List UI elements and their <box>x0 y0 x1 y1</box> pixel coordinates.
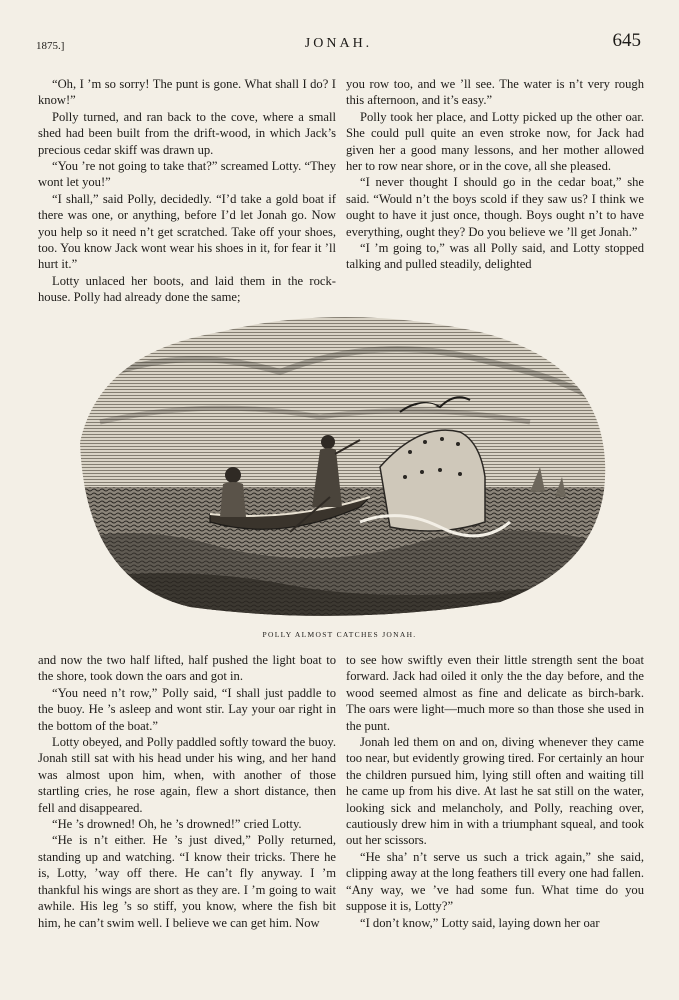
paragraph: Polly turned, and ran back to the cove, where a small shed had been built from the drift-wood, in which Jack’s precious cedar skiff was drawn up. <box>38 109 336 157</box>
paragraph: “I don’t know,” Lotty said, laying down her oar <box>360 915 600 930</box>
page-number: 645 <box>612 30 641 51</box>
column-top-right <box>346 76 644 273</box>
page-title: JONAH. <box>304 36 373 51</box>
paragraph-continued: and now the two half lifted, half pushed the light boat to the shore, took down the oars and got in. <box>38 653 336 684</box>
paragraph: “He ’s drowned! Oh, he ’s drowned!” cried Lotty. <box>52 817 302 832</box>
paragraph: “I shall,” said Polly, decidedly. “I’d take a gold boat if there was one, or anything, before I’d let Jonah go. Now you help so it need n’t get scratched. Take off your shoes, too. You know Jack wont wear his shoes in it, for fear it ’ll hurt it.” <box>38 191 336 272</box>
engraving-illustration <box>60 292 620 622</box>
engraving-drawing <box>60 292 620 622</box>
paragraph: Jonah led them on and on, diving whenever they came too near, but evidently growing tired. For certainly an hour the children pursued him, lying still often and waiting till he came up from his dive. At last he sat still on the water, looking sick and melancholy, and Polly, reaching over, cautiously drew him in with a triumphant squeal, and took out her scissors. <box>346 735 644 848</box>
paragraph: “I never thought I should go in the cedar boat,” she said. “Would n’t the boys scold if they saw us? I think we ought to have it just once, though. Boys ought n’t to have everything, ought they? Do you believe we ’ll get Jonah.” <box>346 175 644 239</box>
paragraph: “You need n’t row,” Polly said, “I shall just paddle to the buoy. He ’s asleep and wont stir. Lay your oar right in the bottom of the boat.” <box>38 685 336 733</box>
column-bottom-left <box>38 652 336 931</box>
running-head <box>36 30 641 56</box>
paragraph: “He sha’ n’t serve us such a trick again,” she said, clipping away at the long feathers till every one had fallen. “Any way, we ’ve had some fun. What time do you suppose it is, Lotty?” <box>346 849 644 914</box>
paragraph: “You ’re not going to take that?” screamed Lotty. “They wont let you!” <box>38 159 336 190</box>
illustration-caption: POLLY ALMOST CATCHES JONAH. <box>262 630 417 639</box>
paragraph: “He is n’t either. He ’s just dived,” Polly returned, standing up and watching. “I know their tricks. There he is, Lotty, ’way off there. He can’t fly anyway. I ’m thankful his wings are short as they are. I ’m going to wait awhile. His leg ’s so stiff, you know, where the fish bit him, he can’t swim well. I believe we can get him. Now <box>38 833 336 930</box>
column-top-left <box>38 76 336 306</box>
paragraph: “I ’m going to,” was all Polly said, and Lotty stopped talking and pulled steadily, delighted <box>346 241 644 272</box>
paragraph: “Oh, I ’m so sorry! The punt is gone. What shall I do? I know!” <box>38 77 336 108</box>
paragraph-continued: to see how swiftly even their little strength sent the boat forward. Jack had oiled it only the the day before, and the wood seemed almost as fine and delicate as birch-bark. The oars were light—much more so than those she used in the punt. <box>346 653 644 733</box>
paragraph: Lotty unlaced her boots, and laid them in the rock-house. Polly had already done the same; <box>38 273 336 305</box>
column-bottom-right <box>346 652 644 931</box>
volume-year: 1875.] <box>36 40 65 52</box>
paragraph-continued: you row too, and we ’ll see. The water is n’t very rough this afternoon, and it’s easy.” <box>346 77 644 108</box>
paragraph: Lotty obeyed, and Polly paddled softly toward the buoy. Jonah still sat with his head under his wing, and her hand was almost upon him, when, with another of those startling cries, he rose again, flew a short distance, then fell and disappeared. <box>38 735 336 815</box>
paragraph: Polly took her place, and Lotty picked up the other oar. She could pull quite an even stroke now, for Jack had given her a good many lessons, and her mother allowed her to row near shore, or in the cove, all she pleased. <box>346 109 644 174</box>
